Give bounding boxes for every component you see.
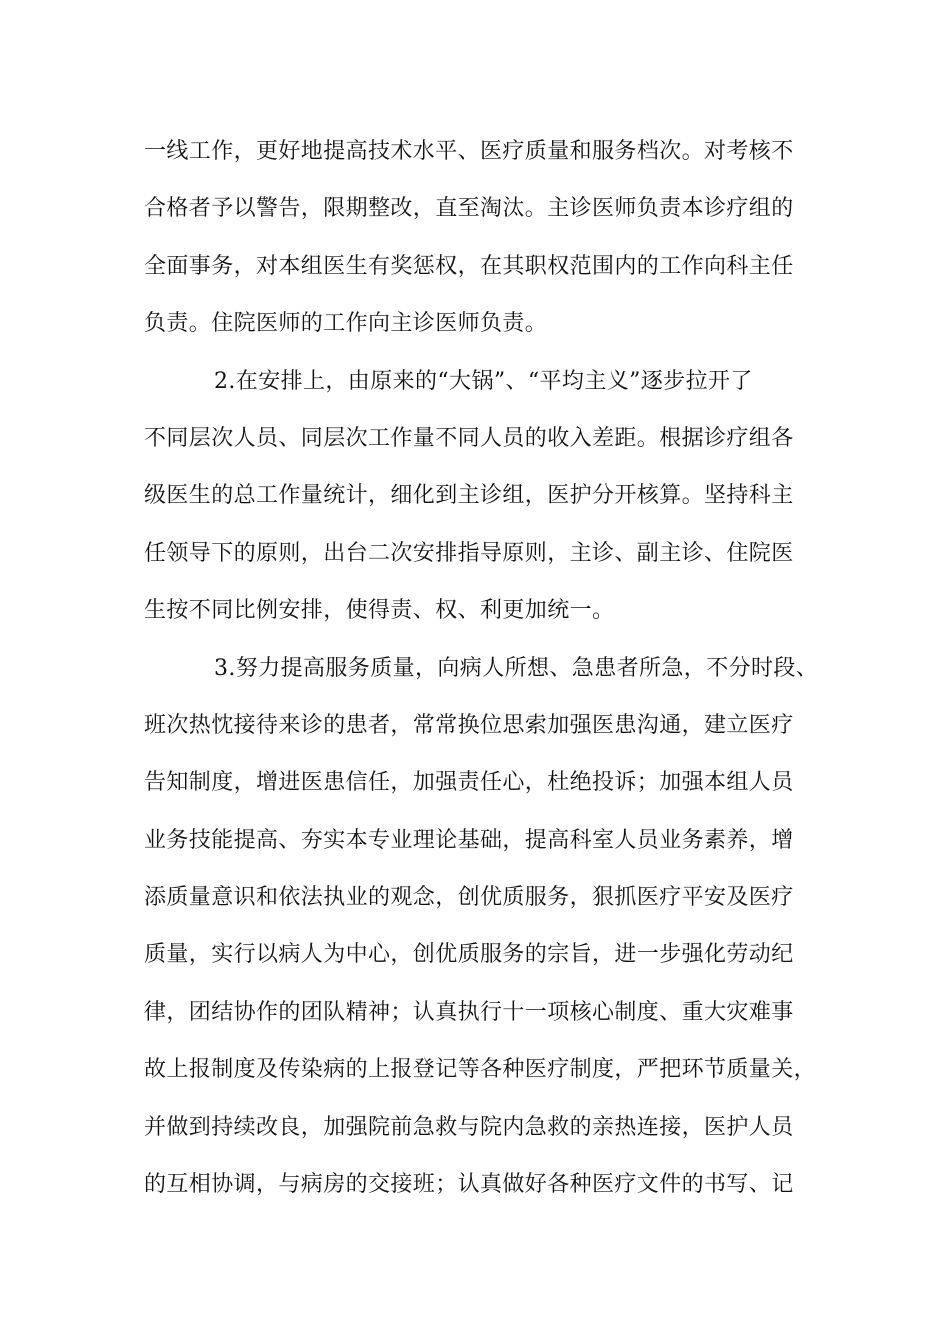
text-line: 级医生的总工作量统计，细化到主诊组，医护分开核算。坚持科主 <box>144 483 794 509</box>
text-line: 并做到持续改良，加强院前急救与院内急救的亲热连接，医护人员 <box>144 1114 794 1140</box>
text-line: 负责。住院医师的工作向主诊医师负责。 <box>144 311 548 337</box>
text-line: 合格者予以警告，限期整改，直至淘汰。主诊医师负责本诊疗组的 <box>144 196 794 222</box>
paragraph-1 <box>144 130 844 360</box>
text-line: 一线工作，更好地提高技术水平、医疗质量和服务档次。对考核不 <box>144 139 794 164</box>
text-line: 任领导下的原则，出台二次安排指导原则，主诊、副主诊、住院医 <box>144 540 794 566</box>
paragraph-2 <box>144 360 844 647</box>
text-line: 添质量意识和依法执业的观念，创优质服务，狠抓医疗平安及医疗 <box>144 885 794 911</box>
text-line: 故上报制度及传染病的上报登记等各种医疗制度，严把环节质量关， <box>144 1057 817 1083</box>
text-line: 3.努力提高服务质量，向病人所想、急患者所急，不分时段、 <box>214 655 819 681</box>
document-body <box>144 130 844 1220</box>
text-line: 业务技能提高、夯实本专业理论基础，提高科室人员业务素养，增 <box>144 827 794 853</box>
text-line: 生按不同比例安排，使得责、权、利更加统一。 <box>144 598 615 624</box>
paragraph-3 <box>144 647 844 1221</box>
text-line: 班次热忱接待来诊的患者，常常换位思索加强医患沟通，建立医疗 <box>144 712 794 738</box>
text-line: 的互相协调，与病房的交接班；认真做好各种医疗文件的书写、记 <box>144 1172 794 1198</box>
text-line: 不同层次人员、同层次工作量不同人员的收入差距。根据诊疗组各 <box>144 425 794 451</box>
text-line: 全面事务，对本组医生有奖惩权，在其职权范围内的工作向科主任 <box>144 253 794 279</box>
text-line: 律，团结协作的团队精神；认真执行十一项核心制度、重大灾难事 <box>144 999 794 1025</box>
text-line: 2.在安排上，由原来的“大锅”、“平均主义”逐步拉开了 <box>214 368 753 394</box>
text-line: 告知制度，增进医患信任，加强责任心，杜绝投诉；加强本组人员 <box>144 770 794 796</box>
text-line: 质量，实行以病人为中心，创优质服务的宗旨，进一步强化劳动纪 <box>144 942 794 968</box>
